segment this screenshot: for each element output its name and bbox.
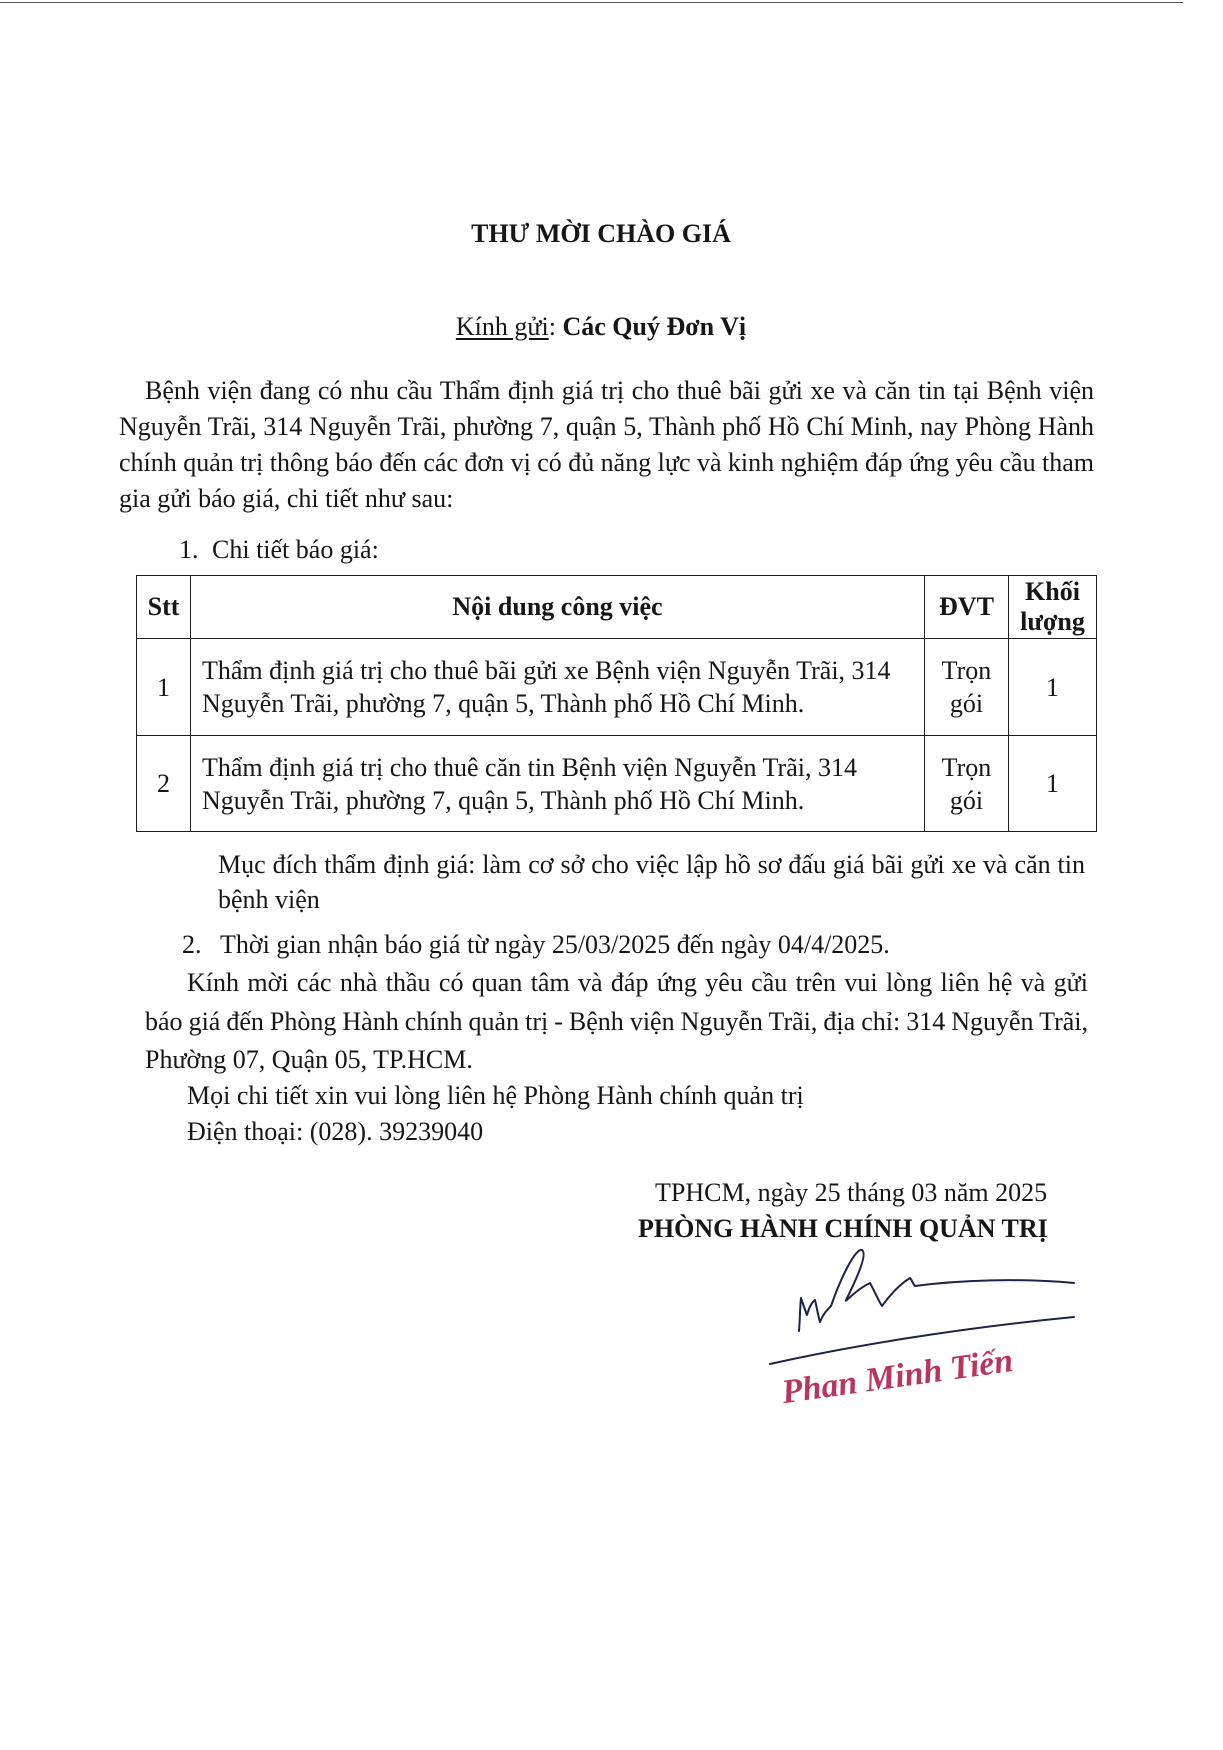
purpose-line: Mục đích thẩm định giá: làm cơ sở cho việc lập hồ sơ đấu giá bãi gửi xe và căn tin bbox=[218, 850, 1085, 879]
salutation-label: Kính gửi bbox=[455, 312, 549, 341]
contact-phone bbox=[187, 1114, 483, 1150]
intro-line: chính quản trị thông báo đến các đơn vị có đủ năng lực và kinh nghiệm đáp ứng yêu cầu tham bbox=[119, 448, 1094, 477]
salutation-recipient: Các Quý Đơn Vị bbox=[562, 312, 747, 341]
signer-name-stamp: Phan Minh Tiến bbox=[779, 1342, 1016, 1412]
phone-number: (028). 39239040 bbox=[309, 1117, 484, 1146]
invitation-line: Kính mời các nhà thầu có quan tâm và đáp ứng yêu cầu trên vui lòng liên hệ và gửi bbox=[187, 968, 1088, 997]
quote-table bbox=[136, 575, 1097, 832]
cell-unit: Trọn gói bbox=[925, 736, 1009, 832]
phone-label: Điện thoại: bbox=[187, 1117, 304, 1146]
purpose-line: bệnh viện bbox=[218, 885, 320, 914]
table-row bbox=[137, 639, 1097, 736]
cell-quantity: 1 bbox=[1009, 736, 1097, 832]
cell-stt: 2 bbox=[137, 736, 191, 832]
salutation bbox=[100, 309, 1102, 345]
scan-edge-line bbox=[0, 2, 1183, 3]
place-date: TPHCM, ngày 25 tháng 03 năm 2025 bbox=[655, 1178, 1048, 1207]
header-unit: ĐVT bbox=[925, 576, 1009, 639]
invitation-line: báo giá đến Phòng Hành chính quản trị - Bệnh viện Nguyễn Trãi, địa chỉ: 314 Nguyễn Trãi, bbox=[145, 1007, 1088, 1036]
header-content: Nội dung công việc bbox=[191, 576, 925, 639]
header-stt: Stt bbox=[137, 576, 191, 639]
salutation-colon: : bbox=[548, 312, 556, 341]
cell-stt: 1 bbox=[137, 639, 191, 736]
cell-content: Thẩm định giá trị cho thuê bãi gửi xe Bệnh viện Nguyễn Trãi, 314 Nguyễn Trãi, phường 7, quận 5, Thành phố Hồ Chí Minh. bbox=[191, 639, 925, 736]
intro-line: Nguyễn Trãi, 314 Nguyễn Trãi, phường 7, quận 5, Thành phố Hồ Chí Minh, nay Phòng Hành bbox=[119, 412, 1094, 441]
invitation-line: Phường 07, Quận 05, TP.HCM. bbox=[145, 1045, 473, 1074]
intro-line: Bệnh viện đang có nhu cầu Thẩm định giá trị cho thuê bãi gửi xe và căn tin tại Bệnh viện bbox=[145, 376, 1094, 405]
cell-unit: Trọn gói bbox=[925, 639, 1009, 736]
section-1-heading: Chi tiết báo giá: bbox=[212, 535, 379, 564]
document-title: THƯ MỜI CHÀO GIÁ bbox=[471, 219, 731, 248]
header-quantity: Khối lượng bbox=[1009, 576, 1097, 639]
cell-quantity: 1 bbox=[1009, 639, 1097, 736]
signature-stroke bbox=[799, 1250, 1074, 1331]
section-2-number: 2. bbox=[182, 930, 202, 959]
section-2-text: Thời gian nhận báo giá từ ngày 25/03/2025 đến ngày 04/4/2025. bbox=[220, 930, 890, 959]
table-row bbox=[137, 736, 1097, 832]
department-name: PHÒNG HÀNH CHÍNH QUẢN TRỊ bbox=[638, 1214, 1048, 1243]
cell-content: Thẩm định giá trị cho thuê căn tin Bệnh viện Nguyễn Trãi, 314 Nguyễn Trãi, phường 7, quận 5, Thành phố Hồ Chí Minh. bbox=[191, 736, 925, 832]
contact-note: Mọi chi tiết xin vui lòng liên hệ Phòng Hành chính quản trị bbox=[187, 1081, 804, 1110]
table-header-row bbox=[137, 576, 1097, 639]
section-1-number: 1. bbox=[179, 535, 199, 564]
intro-line: gia gửi báo giá, chi tiết như sau: bbox=[119, 484, 454, 513]
